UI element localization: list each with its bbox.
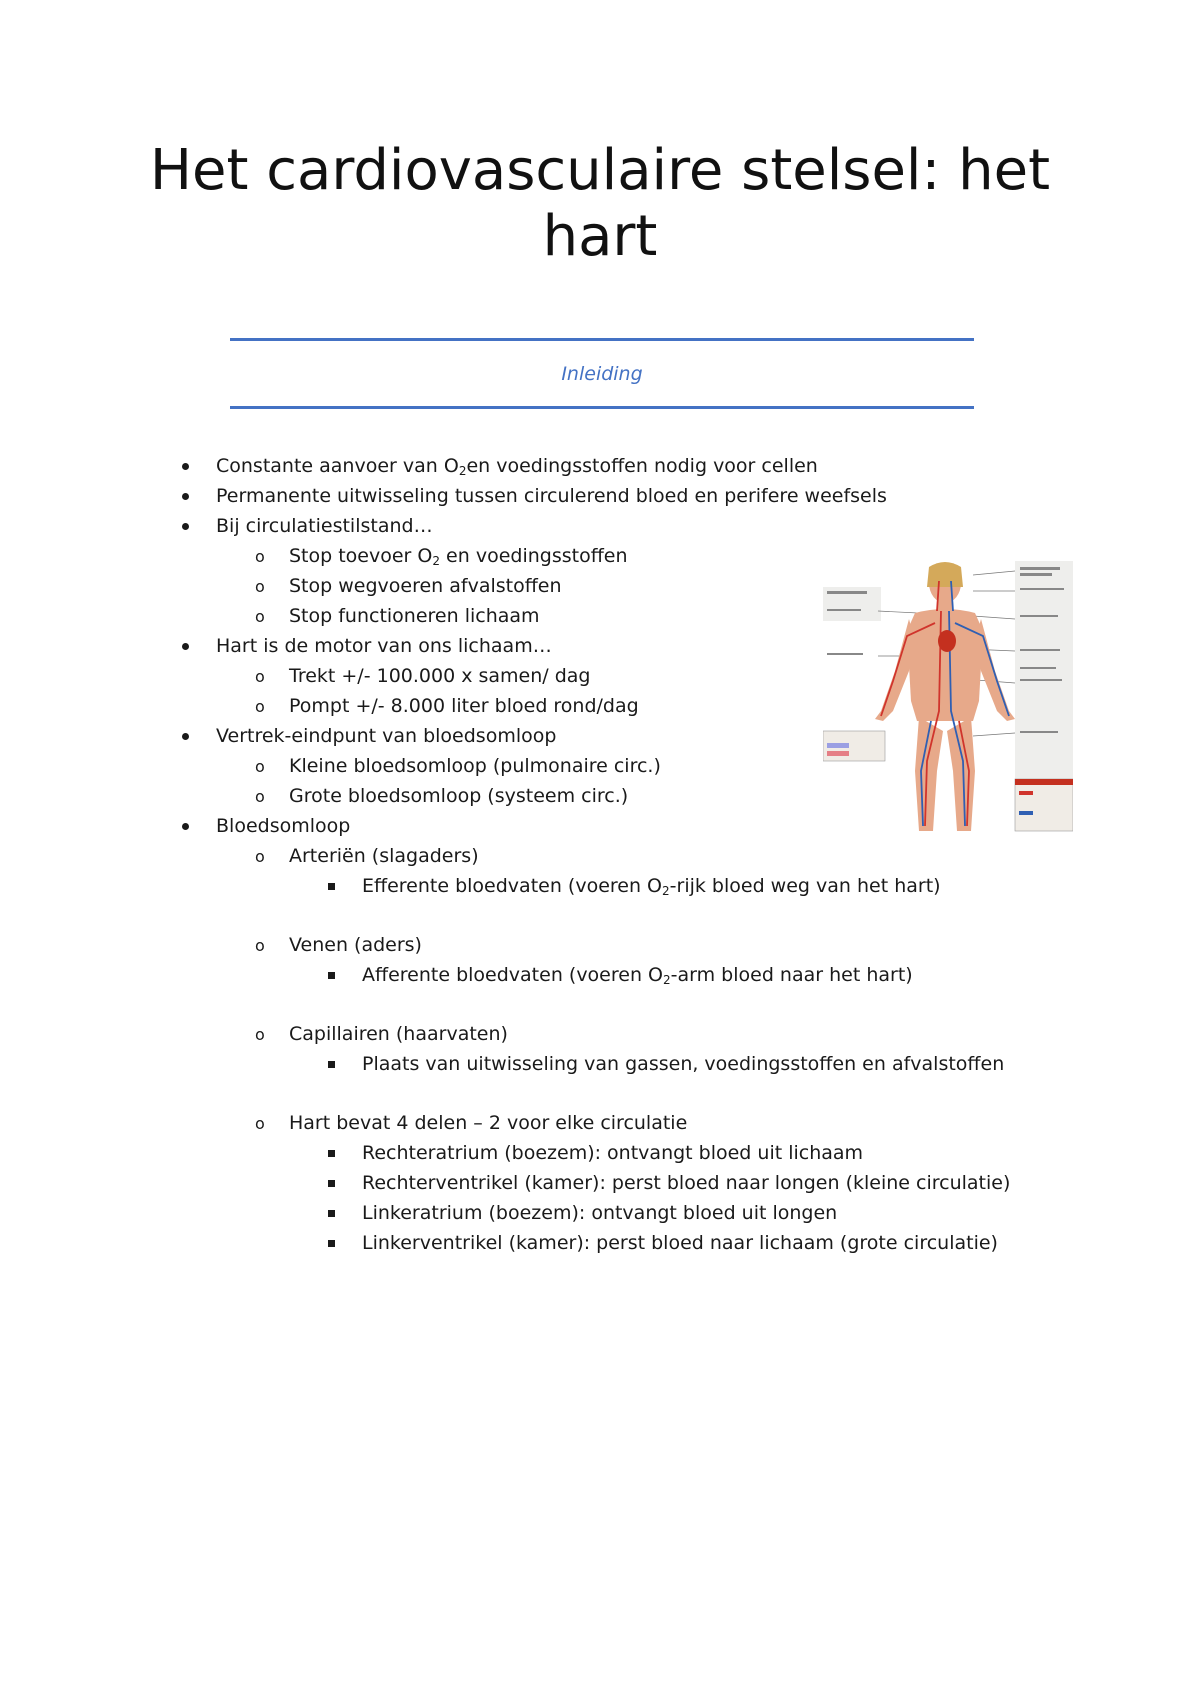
circle-bullet-icon: o: [255, 547, 265, 566]
circle-bullet-icon: o: [255, 936, 265, 955]
circle-bullet-icon: o: [255, 1025, 265, 1044]
bullet-icon: [182, 463, 189, 470]
page-title: Het cardiovasculaire stelsel: het hart: [149, 138, 1051, 269]
square-bullet-icon: [328, 1240, 335, 1247]
list-item: Vertrek-eindpunt van bloedsomloop: [216, 724, 556, 748]
circle-bullet-icon: o: [255, 787, 265, 806]
bullet-icon: [182, 493, 189, 500]
circle-bullet-icon: o: [255, 757, 265, 776]
sublist-item: o Arteriën (slagaders): [255, 845, 479, 867]
list-item: Permanente uitwisseling tussen circulerend bloed en perifere weefsels: [216, 484, 887, 508]
square-bullet-icon: [328, 1180, 335, 1187]
subsublist-item: Rechterventrikel (kamer): perst bloed naar longen (kleine circulatie): [362, 1171, 1010, 1195]
sublist-item: o Stop toevoer $O_2$ en voedingsstoffen: [255, 545, 628, 568]
sublist-item: o Grote bloedsomloop (systeem circ.): [255, 785, 629, 807]
sublist-item: o Venen (aders): [255, 934, 422, 956]
circle-bullet-icon: o: [255, 577, 265, 596]
bullet-icon: [182, 643, 189, 650]
subsublist-item: Linkeratrium (boezem): ontvangt bloed uit longen: [362, 1201, 837, 1225]
circle-bullet-icon: o: [255, 667, 265, 686]
list-item: Hart is de motor van ons lichaam…: [216, 634, 552, 658]
square-bullet-icon: [328, 1061, 335, 1068]
sublist-item: o Trekt +/- 100.000 x samen/ dag: [255, 665, 591, 687]
square-bullet-icon: [328, 972, 335, 979]
section-heading: Inleiding: [561, 363, 643, 385]
human-body-circulation-image: [823, 561, 1073, 846]
circle-bullet-icon: o: [255, 1114, 265, 1133]
sublist-item: o Stop functioneren lichaam: [255, 605, 540, 627]
heading-rule-bottom: [230, 406, 974, 409]
subsublist-item: Rechteratrium (boezem): ontvangt bloed uit lichaam: [362, 1141, 863, 1165]
sublist-item: o Stop wegvoeren afvalstoffen: [255, 575, 562, 597]
sublist-item: o Kleine bloedsomloop (pulmonaire circ.): [255, 755, 661, 777]
bullet-icon: [182, 733, 189, 740]
heading-rule-top: [230, 338, 974, 341]
circle-bullet-icon: o: [255, 847, 265, 866]
square-bullet-icon: [328, 1210, 335, 1217]
square-bullet-icon: [328, 883, 335, 890]
sublist-item: o Capillairen (haarvaten): [255, 1023, 508, 1045]
sublist-item: o Hart bevat 4 delen – 2 voor elke circulatie: [255, 1112, 688, 1134]
subsublist-item: Afferente bloedvaten (voeren $O_2$-arm bloed naar het hart): [362, 963, 913, 987]
bullet-icon: [182, 823, 189, 830]
subsublist-item: Plaats van uitwisseling van gassen, voedingsstoffen en afvalstoffen: [362, 1052, 1004, 1076]
bullet-icon: [182, 523, 189, 530]
square-bullet-icon: [328, 1150, 335, 1157]
subsublist-item: Efferente bloedvaten (voeren $O_2$-rijk bloed weg van het hart): [362, 874, 941, 898]
list-item: Constante aanvoer van $O_2en$ voedingsstoffen nodig voor cellen: [216, 454, 818, 478]
circle-bullet-icon: o: [255, 697, 265, 716]
list-item: Bij circulatiestilstand…: [216, 514, 433, 538]
subsublist-item: Linkerventrikel (kamer): perst bloed naar lichaam (grote circulatie): [362, 1231, 998, 1255]
circulatory-system-illustration: [823, 561, 1073, 846]
list-item: Bloedsomloop: [216, 814, 350, 838]
sublist-item: o Pompt +/- 8.000 liter bloed rond/dag: [255, 695, 639, 717]
circle-bullet-icon: o: [255, 607, 265, 626]
